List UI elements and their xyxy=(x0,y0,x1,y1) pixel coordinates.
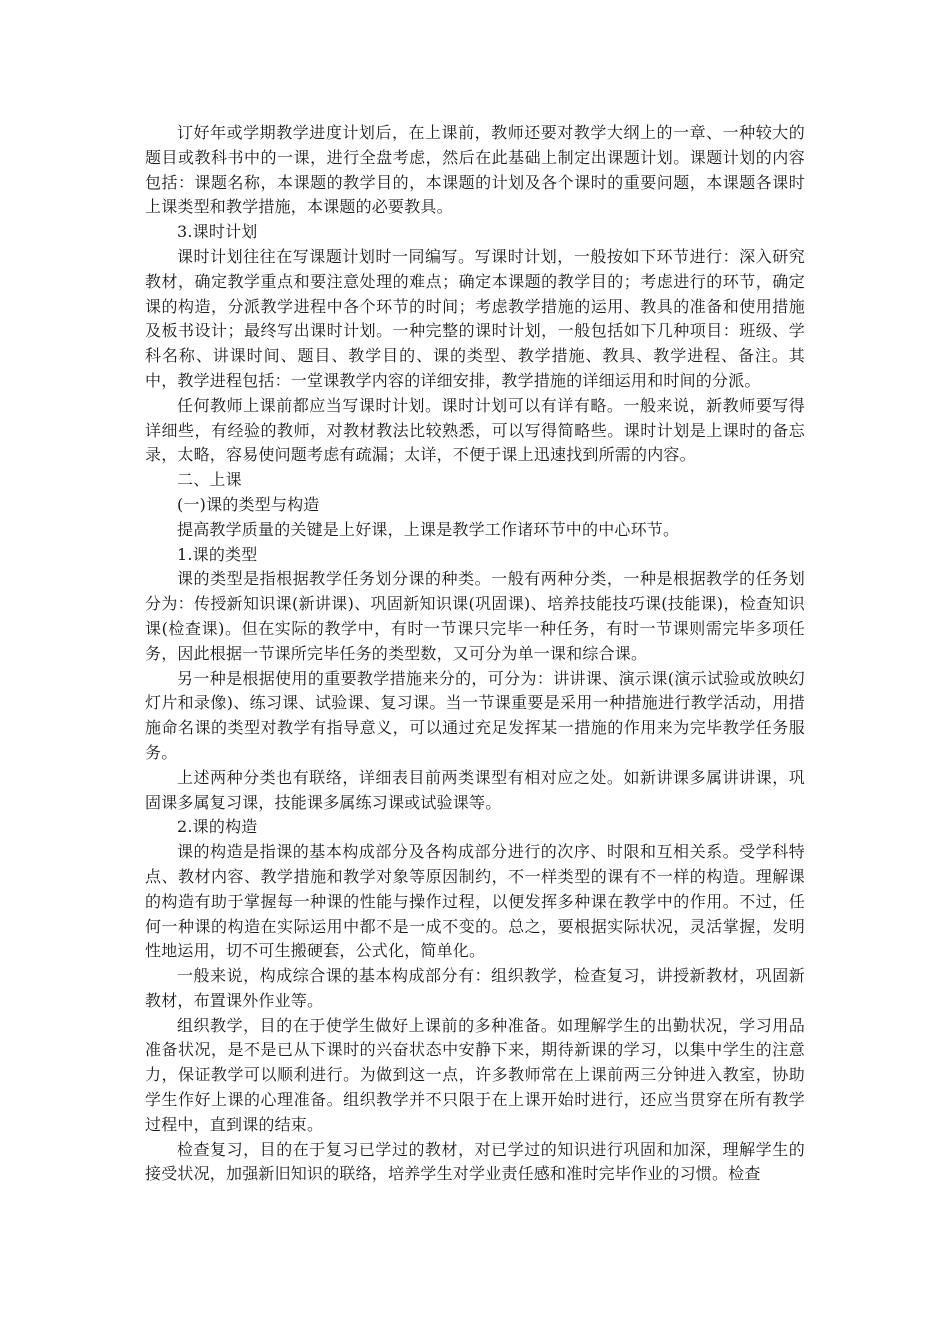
heading-class-types: 1.课的类型 xyxy=(177,544,258,564)
paragraph-class-types-by-method: 另一种是根据使用的重要教学措施来分的，可分为：讲讲课、演示课(演示试验或放映幻灯片和录像)、练习课、试验课、复习课。当一节课重要是采用一种措施进行教学活动，用措施命名课的类型对教学有指导意义，可以通过充足发挥某一措施的作用来为完毕教学任务服务。 xyxy=(145,668,805,762)
heading-class-types-structure: (一)课的类型与构造 xyxy=(177,494,320,514)
paragraph-two-classifications: 上述两种分类也有联络，详细表目前两类课型有相对应之处。如新讲课多属讲讲课，巩固课多属复习课，技能课多属练习课或试验课等。 xyxy=(145,767,805,812)
paragraph-class-structure: 课的构造是指课的基本构成部分及各构成部分进行的次序、时限和互相关系。受学科特点、教材内容、教学措施和教学对象等原因制约，不一样类型的课有不一样的构造。理解课的构造有助于掌握每一种课的性能与操作过程，以便发挥多种课在教学中的作用。不过，任何一种课的构造在实际运用中都不是一成不变的。总之，要根据实际状况，灵活掌握，发明性地运用，切不可生搬硬套，公式化，简单化。 xyxy=(145,842,805,961)
paragraph-lesson-topic-plan: 订好年或学期教学进度计划后，在上课前，教师还要对教学大纲上的一章、一种较大的题目或教科书中的一课，进行全盘考虑，然后在此基础上制定出课题计划。课题计划的内容包括：课题名称，本课题的教学目的，本课题的计划及各个课时的重要问题，本课题各课时上课类型和教学措施，本课题的必要教具。 xyxy=(145,123,805,217)
heading-class-structure: 2.课的构造 xyxy=(177,817,258,837)
paragraph-every-teacher: 任何教师上课前都应当写课时计划。课时计划可以有详有略。一般来说，新教师要写得详细些，有经验的教师，对教材教法比较熟悉，可以写得简略些。课时计划是上课时的备忘录，太略，容易使问题考虑有疏漏；太详，不便于课上迅速找到所需的内容。 xyxy=(145,395,805,465)
paragraph-key-to-quality: 提高教学质量的关键是上好课，上课是教学工作诸环节中的中心环节。 xyxy=(177,519,680,539)
paragraph-review-check: 检查复习，目的在于复习已学过的教材，对已学过的知识进行巩固和加深，理解学生的接受状况，加强新旧知识的联络，培养学生对学业责任感和准时完毕作业的习惯。检查 xyxy=(145,1139,805,1184)
heading-section-attend-class: 二、上课 xyxy=(177,470,242,490)
paragraph-lesson-hour-plan: 课时计划往往在写课题计划时一同编写。写课时计划，一般按如下环节进行：深入研究教材，确定教学重点和要注意处理的难点；确定本课题的教学目的；考虑进行的环节，确定课的构造，分派教学进程中各个环节的时间；考虑教学措施的运用、教具的准备和使用措施及板书设计；最终写出课时计划。一种完整的课时计划，一般包括如下几种项目：班级、学科名称、讲课时间、题目、教学目的、课的类型、教学措施、教具、教学进程、备注。其中，教学进程包括：一堂课教学内容的详细安排，教学措施的详细运用和时间的分派。 xyxy=(145,246,805,390)
heading-lesson-hour-plan: 3.课时计划 xyxy=(177,222,258,242)
paragraph-class-types-by-task: 课的类型是指根据教学任务划分课的种类。一般有两种分类，一种是根据教学的任务划分为：传授新知识课(新讲课)、巩固新知识课(巩固课)、培养技能技巧课(技能课)，检查知识课(检查课)。但在实际的教学中，有时一节课只完毕一种任务，有时一节课则需完毕多项任务，因此根据一节课所完毕任务的类型数，又可分为单一课和综合课。 xyxy=(145,569,805,663)
paragraph-organizing-teaching: 组织教学，目的在于使学生做好上课前的多种准备。如理解学生的出勤状况，学习用品准备状况，是不是已从下课时的兴奋状态中安静下来，期待新课的学习，以集中学生的注意力，保证教学可以顺利进行。为做到这一点，许多教师常在上课前两三分钟进入教室，协助学生作好上课的心理准备。组织教学并不只限于在上课开始时进行，还应当贯穿在所有教学过程中，直到课的结束。 xyxy=(145,1015,805,1134)
paragraph-composite-class-parts: 一般来说，构成综合课的基本构成部分有：组织教学，检查复习，讲授新教材，巩固新教材，布置课外作业等。 xyxy=(145,966,805,1010)
document-body xyxy=(145,121,805,1187)
